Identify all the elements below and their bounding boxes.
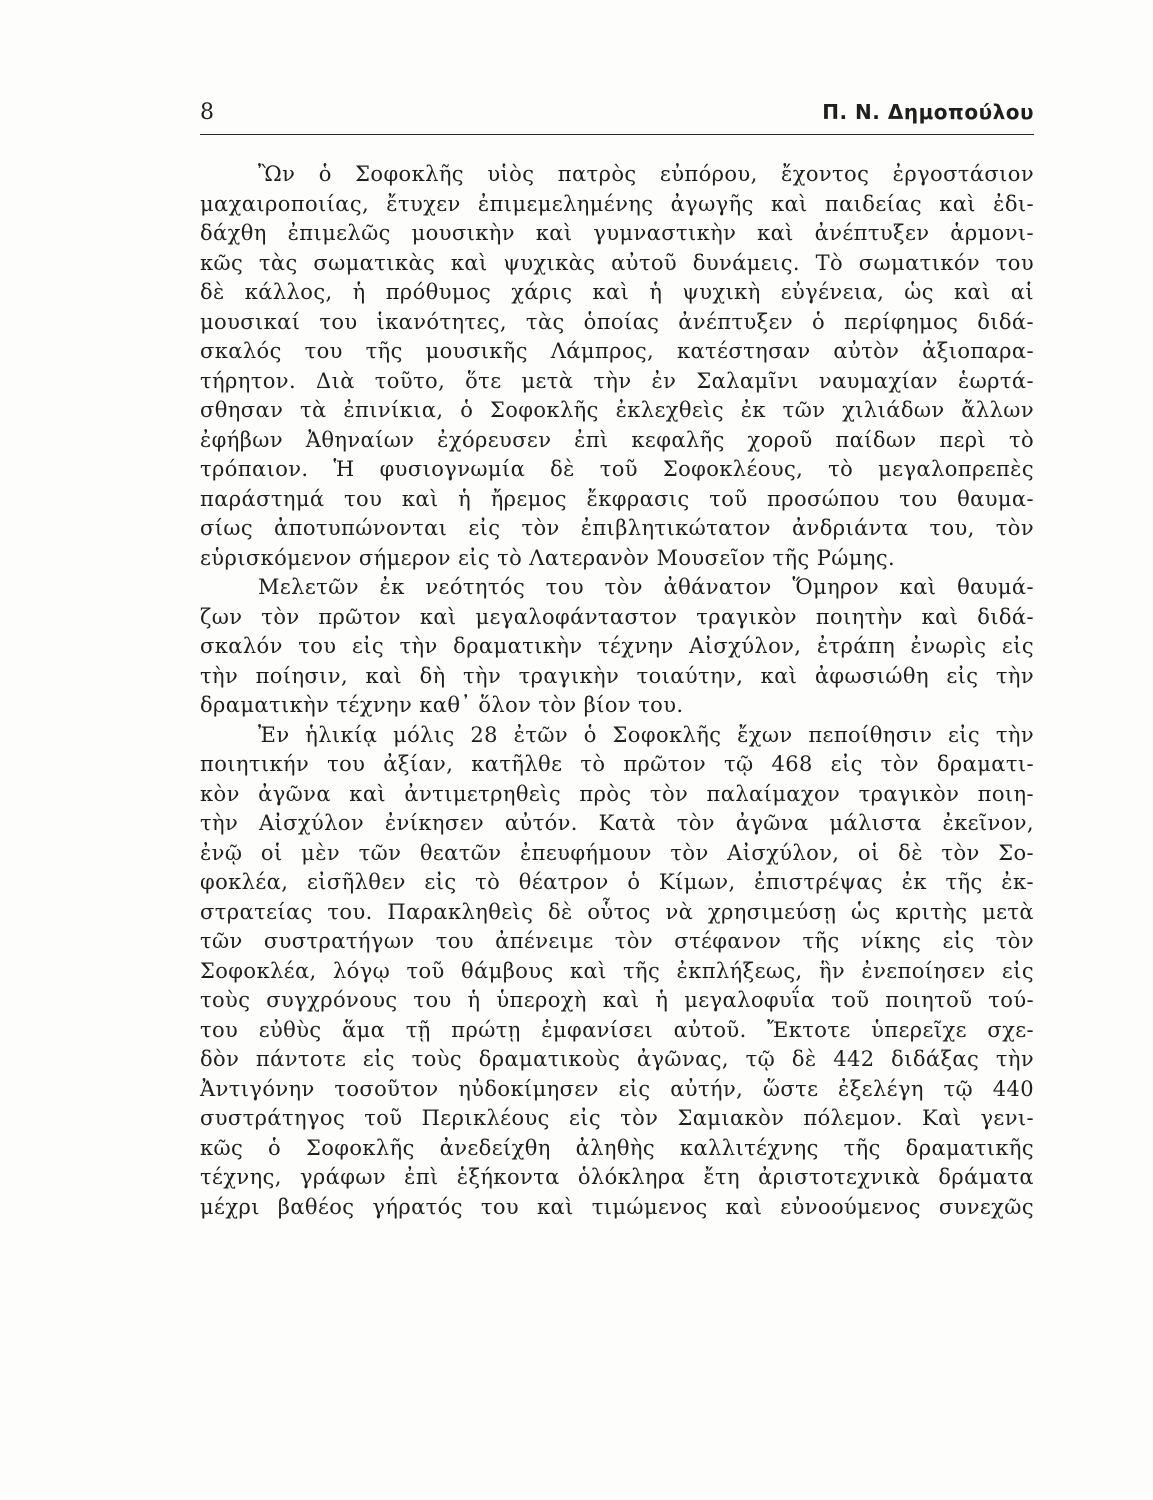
text-line: ποιητικήν του ἀξίαν, κατῆλθε τὸ πρῶτον τῷ 468 εἰς τὸν δραματι-: [200, 752, 1034, 776]
text-line: σκαλόν του εἰς τὴν δραματικὴν τέχνην Αἰσχύλον, ἐτράπη ἐνωρὶς εἰς: [200, 634, 1034, 658]
text-line: Ἐν ἡλικίᾳ μόλις 28 ἐτῶν ὁ Σοφοκλῆς ἔχων πεποίθησιν εἰς τὴν: [258, 722, 1034, 747]
text-line: μέχρι βαθέος γήρατός του καὶ τιμώμενος καὶ εὐνοούμενος συνεχῶς: [200, 1194, 1034, 1219]
text-line: Μελετῶν ἐκ νεότητός του τὸν ἀθάνατον Ὅμηρον καὶ θαυμά-: [258, 575, 1034, 599]
text-line: δραματικὴν τέχνην καθ᾽ ὅλον τὸν βίον του.: [200, 693, 684, 717]
text-line: ἐνῷ οἱ μὲν τῶν θεατῶν ἐπευφήμουν τὸν Αἰσχύλον, οἱ δὲ τὸν Σο-: [200, 840, 1034, 865]
text-line: τὴν ποίησιν, καὶ δὴ τὴν τραγικὴν τοιαύτην, καὶ ἀφωσιώθη εἰς τὴν: [200, 663, 1034, 688]
text-line: φοκλέα, εἰσῆλθεν εἰς τὸ θέατρον ὁ Κίμων, ἐπιστρέψας ἐκ τῆς ἐκ-: [200, 870, 1034, 894]
text-line: δάχθη ἐπιμελῶς μουσικὴν καὶ γυμναστικὴν καὶ ἀνέπτυξεν ἁρμονι-: [200, 221, 1034, 245]
page-header: [200, 96, 1034, 130]
text-line: συστράτηγος τοῦ Περικλέους εἰς τὸν Σαμιακὸν πόλεμον. Καὶ γενι-: [200, 1106, 1034, 1130]
header-rule: [200, 134, 1034, 135]
text-line: ζων τὸν πρῶτον καὶ μεγαλοφάνταστον τραγικὸν ποιητὴν καὶ διδά-: [200, 604, 1034, 629]
text-line: τοὺς συγχρόνους του ἡ ὑπεροχὴ καὶ ἡ μεγαλοφυΐα τοῦ ποιητοῦ τού-: [200, 988, 1034, 1012]
text-line: τῶν συστρατήγων του ἀπένειμε τὸν στέφανον τῆς νίκης εἰς τὸν: [200, 929, 1034, 953]
text-line: Ἀντιγόνην τοσοῦτον ηὐδοκίμησεν εἰς αὐτήν, ὥστε ἐξελέγη τῷ 440: [200, 1076, 1034, 1101]
text-line: δὸν πάντοτε εἰς τοὺς δραματικοὺς ἀγῶνας, τῷ δὲ 442 διδάξας τὴν: [200, 1047, 1034, 1071]
text-line: σίως ἀποτυπώνονται εἰς τὸν ἐπιβλητικώτατον ἀνδριάντα του, τὸν: [200, 516, 1034, 540]
text-line: μαχαιροποιίας, ἔτυχεν ἐπιμεμελημένης ἀγωγῆς καὶ παιδείας καὶ ἐδι-: [200, 191, 1034, 216]
text-line: παράστημά του καὶ ἡ ἤρεμος ἔκφρασις τοῦ προσώπου του θαυμα-: [200, 486, 1034, 511]
text-line: τήρητον. Διὰ τοῦτο, ὅτε μετὰ τὴν ἐν Σαλαμῖνι ναυμαχίαν ἑωρτά-: [200, 368, 1034, 393]
text-line: δὲ κάλλος, ἡ πρόθυμος χάρις καὶ ἡ ψυχικὴ εὐγένεια, ὡς καὶ αἱ: [200, 280, 1034, 304]
text-line: Ὢν ὁ Σοφοκλῆς υἱὸς πατρὸς εὐπόρου, ἔχοντος ἐργοστάσιον: [258, 162, 1034, 186]
text-line: σθησαν τὰ ἐπινίκια, ὁ Σοφοκλῆς ἐκλεχθεὶς ἐκ τῶν χιλιάδων ἄλλων: [200, 398, 1034, 422]
running-head: Π. Ν. Δημοπούλου: [822, 100, 1034, 124]
text-line: τὴν Αἰσχύλον ἐνίκησεν αὐτόν. Κατὰ τὸν ἀγῶνα μάλιστα ἐκεῖνον,: [200, 811, 1034, 835]
text-line: στρατείας του. Παρακληθεὶς δὲ οὗτος νὰ χρησιμεύσῃ ὡς κριτὴς μετὰ: [200, 899, 1034, 924]
body-text: [200, 160, 1034, 1222]
page-number: 8: [200, 100, 215, 125]
text-line: εὑρισκόμενον σήμερον εἰς τὸ Λατερανὸν Μουσεῖον τῆς Ρώμης.: [200, 545, 896, 570]
text-line: τέχνης, γράφων ἐπὶ ἑξήκοντα ὁλόκληρα ἔτη ἀριστοτεχνικὰ δράματα: [200, 1165, 1034, 1189]
text-line: σκαλός του τῆς μουσικῆς Λάμπρος, κατέστησαν αὐτὸν ἀξιοπαρα-: [200, 339, 1034, 363]
text-line: ἐφήβων Ἀθηναίων ἐχόρευσεν ἐπὶ κεφαλῆς χοροῦ παίδων περὶ τὸ: [200, 427, 1034, 452]
text-line: κὸν ἀγῶνα καὶ ἀντιμετρηθεὶς πρὸς τὸν παλαίμαχον τραγικὸν ποιη-: [200, 781, 1034, 806]
text-line: του εὐθὺς ἅμα τῇ πρώτῃ ἐμφανίσει αὐτοῦ. Ἔκτοτε ὑπερεῖχε σχε-: [200, 1017, 1034, 1042]
text-line: κῶς τὰς σωματικὰς καὶ ψυχικὰς αὐτοῦ δυνάμεις. Τὸ σωματικόν του: [200, 250, 1034, 275]
text-line: μουσικαί του ἱκανότητες, τὰς ὁποίας ἀνέπτυξεν ὁ περίφημος διδά-: [200, 309, 1034, 334]
text-line: τρόπαιον. Ἡ φυσιογνωμία δὲ τοῦ Σοφοκλέους, τὸ μεγαλοπρεπὲς: [200, 457, 1034, 481]
text-line: Σοφοκλέα, λόγῳ τοῦ θάμβους καὶ τῆς ἐκπλήξεως, ἣν ἐνεποίησεν εἰς: [200, 958, 1034, 983]
text-line: κῶς ὁ Σοφοκλῆς ἀνεδείχθη ἀληθὴς καλλιτέχνης τῆς δραματικῆς: [200, 1135, 1034, 1160]
